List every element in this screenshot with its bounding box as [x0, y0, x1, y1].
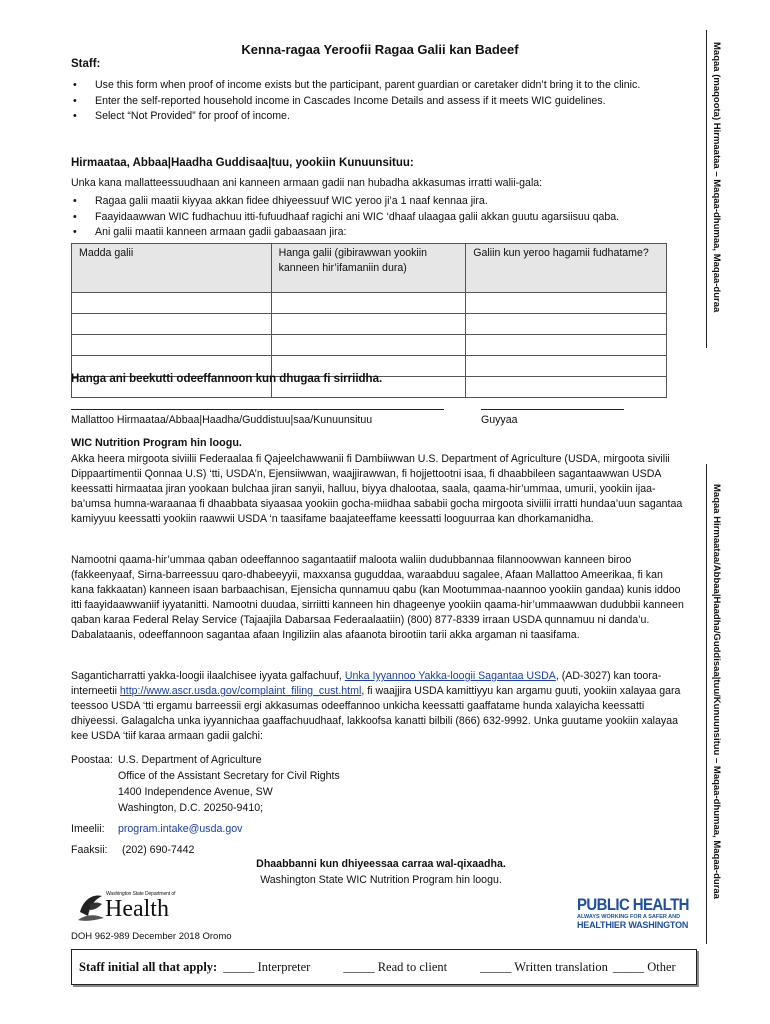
complaint-text-b: , (AD-3027) kan toora-interneetii — [71, 670, 662, 697]
staff-initials-label: Staff initial all that apply: — [79, 959, 218, 974]
date-label: Guyyaa — [481, 414, 518, 426]
doh-emblem-icon — [76, 890, 106, 926]
income-amount-cell[interactable] — [271, 293, 466, 314]
written-translation-option[interactable]: _____ Written translation — [480, 959, 608, 974]
mail-address-line: 1400 Independence Avenue, SW — [118, 786, 273, 798]
ph-logo-tagline: ALWAYS WORKING FOR A SAFER AND — [577, 914, 681, 920]
nondiscrimination-paragraph-1: Akka heera mirgoota siviilii Federaalaa fi Qajeelchawwanii fi Dambiiwwan U.S. Department of Agriculture (USDA, mirgoota sivilii Dippaartimentii Qonnaa U.S) ‘tti, USDA’n, Ejensiiwwan, waajjirawwan, fi hojjettootni isaa, fi dhaabbileen sagantaawwan USDA keessatti hirmaataa jiran yookaan bulchaa jiran sanyii, halluu, biyya dhalootaa, saala, qaama-hir’ummaa, umurii, yookiin ijaa-ba’umsa humna-waraanaa fi dhaabbata siyaasaa yookiin gocha-miidhaa sababii gocha mirgoota siviilii irratti hundaa’uun sagantaa kamiyyuu keessatti yookiin raawwii USDA ‘n taasifame baajateeffame keessatti looguurraa kan dhorkamanidha. — [71, 453, 683, 525]
doh-logo-word: Health — [105, 896, 169, 922]
participant-name-side-label: Maqaa (maqoota) Hirmaataa – Maqaa-dhumaa, Maqaa-duraa — [711, 42, 722, 313]
mail-address-line: Office of the Assistant Secretary for Civil Rights — [118, 770, 340, 782]
list-item: • Use this form when proof of income exists but the participant, parent guardian or caretaker didn’t bring it to the clinic. — [71, 78, 681, 94]
complaint-text-c: , fi waajjira USDA kamittiyyu kan argamu guuti, yookiin xalayaa gara teessoo USDA ‘tti ergamu barreessii ergi akkasumas odeeffannoo unkicha keessatti gaaffatame hunda xalayicha keessatti dhiyeessi. Galagalcha unka iyyannichaa gaaffachuudhaaf, lakkoofsa kanatti bilbili (866) 632-9992. Unka guutame yookiin xalayaa kee USDA ‘tiif karaa armaan gadii galchi: — [71, 685, 681, 742]
public-health-logo — [577, 897, 691, 929]
table-row — [72, 293, 667, 314]
complaint-paragraph — [71, 669, 687, 744]
table-row — [72, 314, 667, 335]
income-frequency-cell[interactable] — [466, 335, 667, 356]
signature-label: Mallattoo Hirmaataa/Abbaa|Haadha/Guddistuu|saa/Kunuunsituu — [71, 414, 373, 426]
form-title: Kenna-ragaa Yeroofii Ragaa Galii kan Badeef — [241, 42, 519, 57]
equal-opportunity-statement: Dhaabbanni kun dhiyeessaa carraa wal-qixaadha. — [256, 858, 506, 870]
income-amount-cell[interactable] — [271, 335, 466, 356]
income-frequency-cell[interactable] — [466, 356, 667, 377]
fax-label: Faaksii: — [71, 844, 108, 856]
ph-logo-subtitle: HEALTHIER WASHINGTON — [577, 920, 689, 930]
list-item: • Enter the self-reported household income in Cascades Income Details and assess if it meets WIC guidelines. — [71, 94, 681, 110]
doh-health-logo — [76, 888, 186, 928]
column-header-income-amount: Hanga galii (gibirawwan yookiin kanneen hir’ifamaniin dura) — [271, 244, 466, 293]
mail-address-line: U.S. Department of Agriculture — [118, 754, 262, 766]
email-label: Imeelii: — [71, 823, 105, 835]
fax-number: (202) 690-7442 — [122, 844, 195, 856]
attestation-statement: Hanga ani beekutti odeeffannoon kun dhugaa fi sirriidha. — [71, 373, 383, 385]
date-line[interactable] — [481, 409, 624, 410]
list-item: • Ragaa galii maatii kiyyaa akkan fidee dhiyeessuuf WIC yeroo ji’a 1 naaf kennaa jira. — [71, 194, 691, 210]
table-row — [72, 335, 667, 356]
staff-initials-box — [71, 949, 697, 985]
email-link[interactable]: program.intake@usda.gov — [118, 823, 243, 835]
income-frequency-cell[interactable] — [466, 377, 667, 398]
mail-label: Poostaa: — [71, 754, 113, 766]
participant-intro: Unka kana mallatteessuudhaan ani kanneen armaan gadii nan hubadha akkasumas irratti walii-gala: — [71, 177, 543, 189]
income-source-cell[interactable] — [72, 314, 272, 335]
list-item: • Select “Not Provided” for proof of income. — [71, 109, 681, 125]
income-frequency-cell[interactable] — [466, 314, 667, 335]
list-item: • Faayidaawwan WIC fudhachuu itti-fufuudhaaf ragichi ani WIC ‘dhaaf ulaagaa galii akkan guutu agarsiisuu qaba. — [71, 210, 691, 226]
guardian-name-field-line[interactable] — [706, 464, 707, 944]
interpreter-option[interactable]: _____ Interpreter — [223, 959, 311, 974]
doh-logo-small-text: Washington State Department of — [106, 891, 176, 897]
staff-heading: Staff: — [71, 58, 101, 70]
income-source-cell[interactable] — [72, 335, 272, 356]
complaint-text-a: Saganticharratti yakka-loogii ilaalchisee iyyata galfachuuf, — [71, 670, 345, 682]
table-header-row — [72, 244, 667, 293]
participant-name-field-line[interactable] — [706, 30, 707, 348]
document-id: DOH 962-989 December 2018 Oromo — [71, 931, 232, 942]
nondiscrimination-paragraph-2: Namootni qaama-hir’ummaa qaban odeeffannoo sagantaatiif maloota waliin dudubbannaa filannoowwan kanneen biroo (fakkeenyaaf, Sirna-barreessuu qaro-dhabeeyyii, maxxansa guguddaa, waraabduu sagalee, Afaan Mallattoo Ameerikaa, fi kan kana fakkaatan) kanneen isaan barbaachisan, Ejensicha qunnamuu qabu (kan Mootummaa-naannoo yookiin gandaa) kunis iddoo itti faayidaawwaniif iyyatanitti. Namootni duudaa, sirriitti kanneen hin dhageenye yookiin qaama-hir’ummaawwan dudubbii kanneen qaban karaa Federal Relay Service (Tajaajila Dabarsaa Federaalaatiin) (800) 877-8339 irraan USDA qunnamuu ni danda’u. Dabalataanis, odeeffannoon sagantaa afaan Ingiliziin alas afaanota birootiin tarii akka argaman ni taasifama. — [71, 554, 684, 641]
complaint-form-link[interactable]: Unka Iyyannoo Yakka-loogii Sagantaa USDA — [344, 670, 556, 682]
ph-logo-title: PUBLIC HEALTH — [577, 895, 689, 915]
column-header-income-source: Madda galii — [72, 244, 272, 293]
other-option[interactable]: _____ Other — [612, 959, 676, 974]
read-to-client-option[interactable]: _____ Read to client — [343, 959, 448, 974]
income-frequency-cell[interactable] — [466, 293, 667, 314]
income-source-cell[interactable] — [72, 293, 272, 314]
income-amount-cell[interactable] — [271, 314, 466, 335]
participant-heading: Hirmaataa, Abbaa|Haadha Guddisaa|tuu, yookiin Kunuunsituu: — [71, 157, 414, 169]
guardian-name-side-label: Maqaa Hirmaataa/Abbaa|Haadha/Guddisaa|tuu/Kunuunsituu – Maqaa-dhumaa, Maqaa-duraa — [711, 484, 722, 899]
participant-agreements — [71, 194, 691, 241]
wic-nondiscrimination-statement: Washington State WIC Nutrition Program hin loogu. — [260, 874, 502, 886]
signature-line[interactable] — [71, 409, 444, 410]
mail-address-line: Washington, D.C. 20250-9410; — [118, 802, 264, 814]
list-item: • Ani galii maatii kanneen armaan gadii gabaasaan jira: — [71, 225, 691, 241]
staff-instructions — [71, 78, 681, 125]
column-header-income-frequency: Galiin kun yeroo hagamii fudhatame? — [466, 244, 667, 293]
complaint-url-link[interactable]: http://www.ascr.usda.gov/complaint_filing_cust.html — [119, 685, 362, 697]
nondiscrimination-heading: WIC Nutrition Program hin loogu. — [71, 437, 242, 449]
